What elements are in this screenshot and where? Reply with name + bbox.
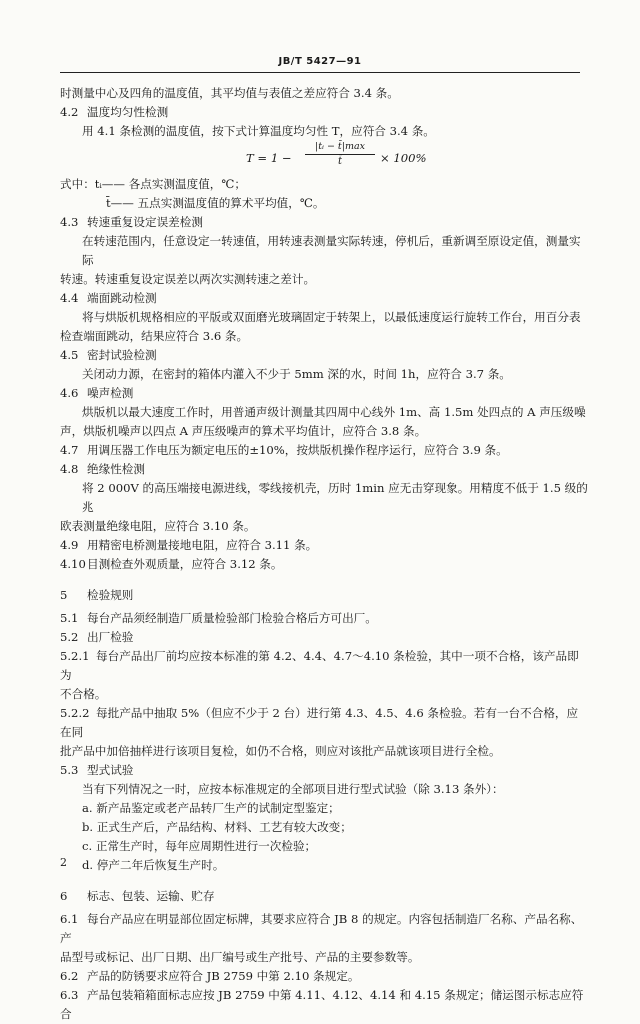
section-title: 型式试验 [87, 763, 134, 777]
section-heading [60, 761, 588, 780]
paragraph: 批产品中加倍抽样进行该项目复检，如仍不合格，则应对该批产品就该项目进行全检。 [60, 744, 501, 758]
section-title: 转速重复设定误差检测 [87, 215, 203, 229]
section-body: 每台产品应在明显部位固定标牌，其要求应符合 JB 8 的规定。内容包括制造厂名称、产品名称、产 [60, 912, 583, 945]
section-item [60, 609, 588, 628]
formula-legend: 式中：tᵢ—— 各点实测温度值，℃； [60, 177, 246, 191]
paragraph: 关闭动力源，在密封的箱体内灌入不少于 5mm 深的水，时间 1h，应符合 3.7 条。 [82, 367, 511, 381]
section-heading [60, 289, 588, 308]
section-item [60, 910, 588, 948]
section-number: 4.8 [60, 462, 79, 476]
paragraph: 不合格。 [60, 687, 107, 701]
formula-legend: t̄—— 五点实测温度值的算术平均值，℃。 [106, 196, 325, 210]
paragraph: 检查端面跳动，结果应符合 3.6 条。 [60, 329, 249, 343]
section-number: 5.2.1 [60, 649, 90, 663]
paragraph: 烘版机以最大速度工作时，用普通声级计测量其四周中心线外 1m、高 1.5m 处四点的 A 声压级噪 [82, 405, 586, 419]
list-item: a. 新产品鉴定或老产品转厂生产的试制定型鉴定； [82, 801, 340, 815]
section-body: 每台产品须经制造厂质量检验部门检验合格后方可出厂。 [87, 611, 377, 625]
formula-denominator: t̄ [337, 156, 343, 167]
chapter-heading [60, 887, 588, 906]
paragraph: 将与烘版机规格相应的平版或双面磨光玻璃固定于转架上，以最低速度运行旋转工作台，用百分表 [82, 310, 581, 324]
section-title: 端面跳动检测 [87, 291, 157, 305]
section-number: 4.9 [60, 538, 79, 552]
paragraph: 欧表测量绝缘电阻，应符合 3.10 条。 [60, 519, 256, 533]
paragraph: 声，烘版机噪声以四点 A 声压级噪声的算术平均值计，应符合 3.8 条。 [60, 424, 427, 438]
section-item [60, 704, 588, 742]
paragraph: 品型号或标记、出厂日期、出厂编号或生产批号、产品的主要参数等。 [60, 950, 420, 964]
section-body: 目测检查外观质量，应符合 3.12 条。 [87, 557, 283, 571]
section-title: 密封试验检测 [87, 348, 157, 362]
section-item [60, 967, 588, 986]
section-item [60, 647, 588, 685]
section-number: 6.3 [60, 988, 79, 1002]
paragraph: 当有下列情况之一时，应按本标准规定的全部项目进行型式试验（除 3.13 条外）： [82, 782, 504, 796]
section-heading [60, 346, 588, 365]
section-body: 用精密电桥测量接地电阻，应符合 3.11 条。 [87, 538, 318, 552]
section-heading [60, 213, 588, 232]
document-body [60, 84, 588, 1024]
formula-lhs: T = 1 − [246, 151, 292, 165]
section-number: 5.2.2 [60, 706, 90, 720]
section-number: 6.1 [60, 912, 79, 926]
formula-fraction [305, 141, 375, 168]
formula-rhs: × 100% [380, 151, 427, 165]
section-title: 温度均匀性检测 [87, 105, 169, 119]
section-number: 6.2 [60, 969, 79, 983]
section-number: 4.2 [60, 105, 79, 119]
paragraph: 在转速范围内，任意设定一转速值，用转速表测量实际转速，停机后，重新调至原设定值，测量实际 [82, 234, 581, 267]
document-header: JB/T 5427—91 [278, 56, 362, 67]
section-number: 5.3 [60, 763, 79, 777]
section-title: 出厂检验 [87, 630, 134, 644]
paragraph: 将 2 000V 的高压端接电源进线，零线接机壳，历时 1min 应无击穿现象。用精度不低于 1.5 级的兆 [82, 481, 588, 514]
uniformity-formula [60, 141, 588, 175]
section-number: 4.3 [60, 215, 79, 229]
section-body: 用调压器工作电压为额定电压的±10%，按烘版机操作程序运行，应符合 3.9 条。 [87, 443, 508, 457]
section-number: 4.10 [60, 557, 86, 571]
section-title: 噪声检测 [87, 386, 134, 400]
section-heading [60, 384, 588, 403]
section-number: 4.5 [60, 348, 79, 362]
section-number: 4.6 [60, 386, 79, 400]
section-number: 4.7 [60, 443, 79, 457]
section-item [60, 555, 588, 574]
section-item [60, 441, 588, 460]
paragraph: 时测量中心及四角的温度值，其平均值与表值之差应符合 3.4 条。 [60, 86, 399, 100]
paragraph: 转速。转速重复设定误差以两次实测转速之差计。 [60, 272, 316, 286]
formula-numerator: |tᵢ − t̄|max [305, 141, 375, 155]
list-item: c. 正常生产时，每年应周期性进行一次检验； [82, 839, 317, 853]
chapter-title: 检验规则 [87, 588, 134, 602]
section-body: 产品包装箱箱面标志应按 JB 2759 中第 4.11、4.12、4.14 和 4.15 条规定；储运图示标志应符合 [60, 988, 584, 1021]
section-item [60, 986, 588, 1024]
chapter-number: 5 [60, 588, 68, 602]
section-body: 产品的防锈要求应符合 JB 2759 中第 2.10 条规定。 [87, 969, 360, 983]
section-heading [60, 103, 588, 122]
header-rule [60, 72, 580, 73]
chapter-heading [60, 586, 588, 605]
section-body: 每批产品中抽取 5%（但应不少于 2 台）进行第 4.3、4.5、4.6 条检验。若有一台不合格，应在同 [60, 706, 579, 739]
page-number: 2 [60, 856, 67, 869]
list-item: b. 正式生产后，产品结构、材料、工艺有较大改变； [82, 820, 352, 834]
section-number: 4.4 [60, 291, 79, 305]
chapter-title: 标志、包装、运输、贮存 [87, 889, 215, 903]
list-item: d. 停产二年后恢复生产时。 [82, 858, 225, 872]
section-number: 5.1 [60, 611, 79, 625]
section-number: 5.2 [60, 630, 79, 644]
chapter-number: 6 [60, 889, 68, 903]
section-item [60, 536, 588, 555]
paragraph: 用 4.1 条检测的温度值，按下式计算温度均匀性 T，应符合 3.4 条。 [82, 124, 435, 138]
section-heading [60, 628, 588, 647]
section-title: 绝缘性检测 [87, 462, 145, 476]
section-heading [60, 460, 588, 479]
section-body: 每台产品出厂前均应按本标准的第 4.2、4.4、4.7～4.10 条检验，其中一项不合格，该产品即为 [60, 649, 579, 682]
